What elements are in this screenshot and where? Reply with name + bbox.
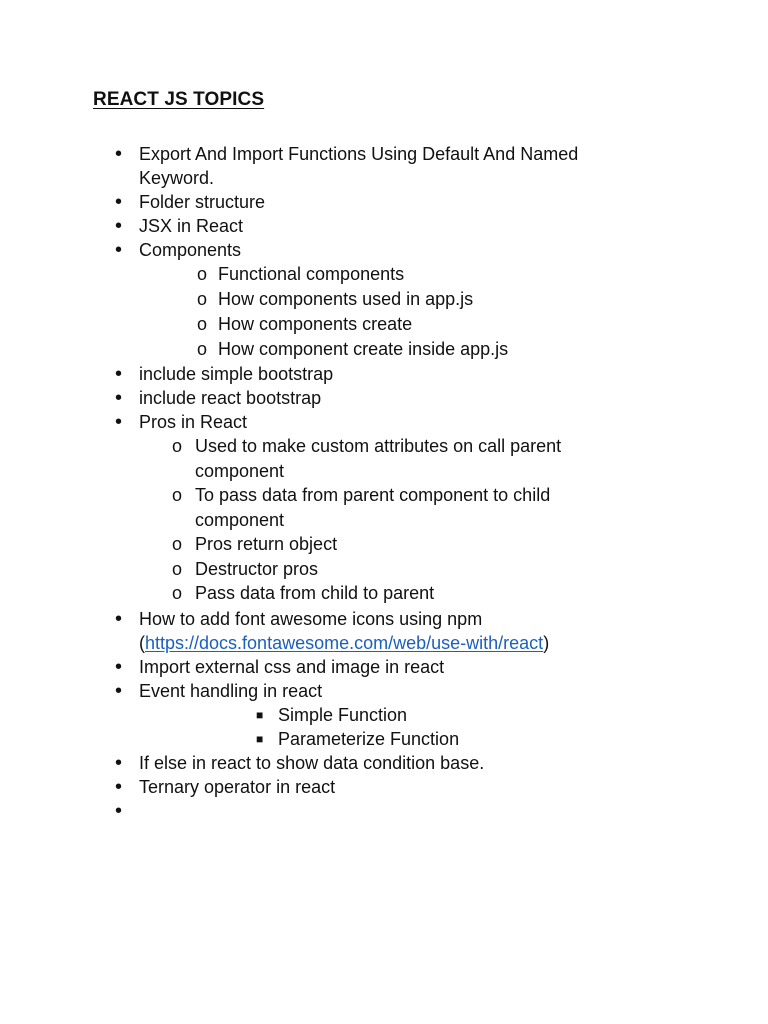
list-item (0, 775, 609, 799)
list-item (0, 238, 609, 262)
circle-bullet-icon: o (172, 436, 183, 456)
list-item-text: Simple Function (278, 704, 408, 725)
list-item-text: JSX in React (139, 216, 244, 236)
square-bullet-icon: ■ (256, 731, 264, 746)
bullet-icon: • (115, 387, 123, 409)
bullet-icon: • (115, 215, 123, 237)
bullet-icon: • (115, 411, 123, 433)
list-item (0, 751, 609, 775)
list-item (0, 214, 609, 238)
bullet-icon: • (115, 655, 123, 678)
bullet-icon: • (115, 363, 123, 385)
list-item-text: Pass data from child to parent (195, 583, 435, 603)
bullet-icon: • (115, 751, 123, 774)
sub-list-item (0, 337, 618, 362)
square-bullet-icon: ■ (256, 707, 264, 722)
list-item-text: Import external css and image in react (139, 656, 445, 677)
fontawesome-docs-link[interactable]: https://docs.fontawesome.com/web/use-with/react (145, 632, 544, 653)
circle-bullet-icon: o (172, 558, 183, 579)
sub-list-item (0, 262, 618, 287)
list-item-text: How component create inside app.js (218, 339, 509, 359)
list-item-text: How components create (218, 314, 413, 334)
circle-bullet-icon: o (197, 314, 208, 334)
list-item-text: Event handling in react (139, 680, 323, 701)
list-item-text: Pros return object (195, 534, 338, 554)
sub-sub-list-item (0, 727, 598, 751)
list-item (0, 607, 609, 655)
list-item-text: How components used in app.js (218, 289, 474, 309)
sub-list-item (0, 532, 595, 557)
circle-bullet-icon: o (197, 264, 208, 284)
list-item-text (139, 799, 609, 823)
list-item-text: Pros in React (139, 412, 248, 432)
list-item-text: Export And Import Functions Using Default And Named Keyword. (139, 144, 579, 188)
list-item-text: Components (139, 240, 242, 260)
list-item-label: How to add font awesome icons using npm (139, 608, 483, 629)
bullet-icon: • (115, 239, 123, 261)
document-title: REACT JS TOPICS (93, 89, 265, 110)
list-item (0, 655, 609, 679)
bullet-icon: • (115, 775, 123, 798)
list-item-text: Destructor pros (195, 558, 319, 579)
sub-sub-list-item (0, 703, 598, 727)
circle-bullet-icon: o (172, 534, 183, 554)
bullet-icon: • (115, 679, 123, 702)
list-item-text: If else in react to show data condition base. (139, 752, 485, 773)
circle-bullet-icon: o (197, 289, 208, 309)
list-item (0, 362, 609, 386)
list-item (0, 679, 609, 703)
bullet-icon: • (115, 607, 123, 630)
list-item-text: Parameterize Function (278, 728, 460, 749)
circle-bullet-icon: o (172, 485, 183, 505)
list-item-text: Functional components (218, 264, 405, 284)
list-item-text (139, 607, 609, 655)
sub-list-item (0, 581, 595, 606)
list-item (0, 386, 609, 410)
sub-list-item (0, 557, 595, 582)
list-item (0, 190, 609, 214)
list-item-text: Used to make custom attributes on call parent component (195, 436, 562, 481)
sub-list-item (0, 287, 618, 312)
list-item (0, 410, 609, 434)
circle-bullet-icon: o (197, 339, 208, 359)
circle-bullet-icon: o (172, 583, 183, 603)
topic-list (0, 142, 768, 823)
bullet-icon: • (115, 143, 123, 165)
list-item-empty (0, 799, 609, 823)
bullet-icon: • (115, 191, 123, 213)
paren-open: ( (139, 632, 145, 653)
list-item-text: Ternary operator in react (139, 776, 336, 797)
sub-list-item (0, 312, 618, 337)
list-item-text: include simple bootstrap (139, 364, 334, 384)
sub-list-item (0, 483, 595, 532)
list-item-text: include react bootstrap (139, 388, 322, 408)
paren-close: ) (543, 632, 550, 653)
bullet-icon: • (115, 799, 123, 822)
list-item (0, 142, 609, 190)
list-item-text: To pass data from parent component to child component (195, 485, 551, 530)
list-item-text: Folder structure (139, 192, 266, 212)
sub-list-item (0, 434, 595, 483)
